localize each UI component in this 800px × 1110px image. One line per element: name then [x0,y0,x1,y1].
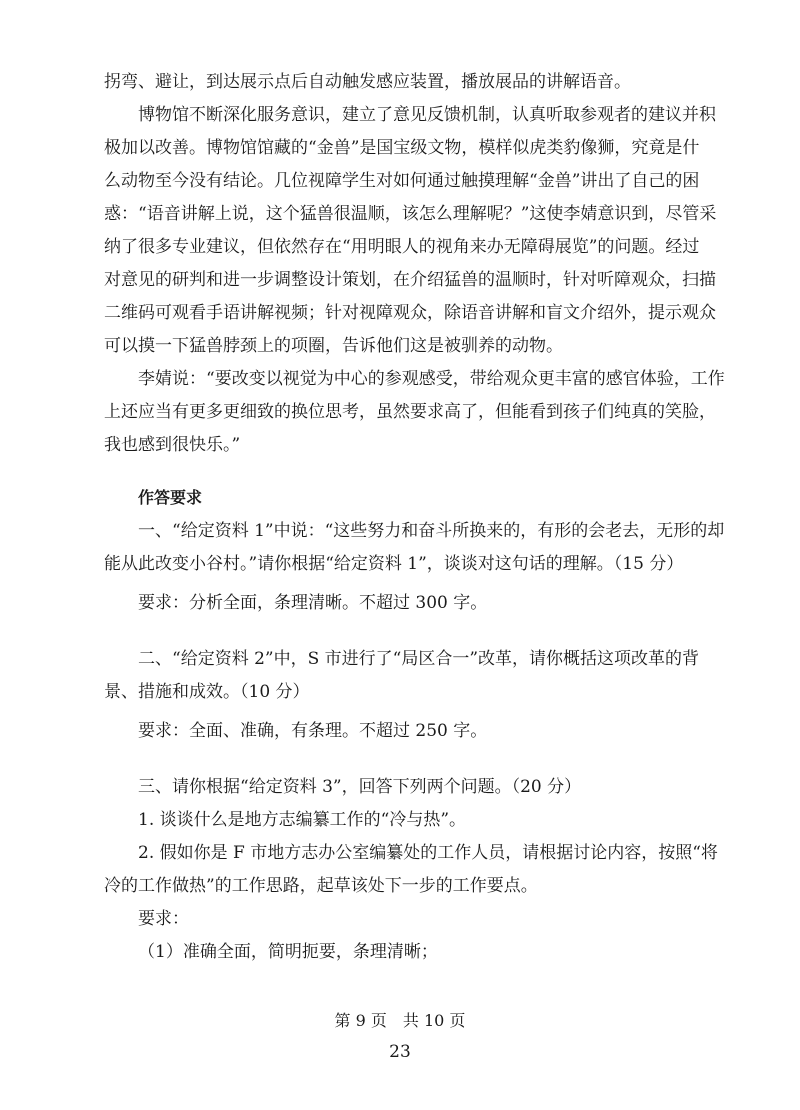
question-text: 能从此改变小谷村。”请你根据“给定资料 1”，谈谈对这句话的理解。（15 分） [104,554,684,574]
paragraph-quote [104,363,725,462]
requirement-item: （1）准确全面，简明扼要，条理清晰； [138,942,438,962]
paragraph-continuation [104,66,696,99]
page-number: 23 [389,1042,411,1062]
paragraph-museum-feedback [104,99,717,363]
section-heading: 作答要求 [138,488,203,507]
question-2 [104,643,700,748]
question-text: 二、“给定资料 2”中，S 市进行了“局区合一”改革，请你概括这项改革的背 [138,649,700,669]
question-1 [104,515,725,620]
question-3 [104,771,718,969]
question-requirement: 要求：分析全面，条理清晰。不超过 300 字。 [138,593,488,613]
text-line: 上还应当有更多更细致的换位思考，虽然要求高了，但能看到孩子们纯真的笑脸， [104,402,716,422]
page-indicator: 第 9 页 共 10 页 [334,1011,466,1030]
text-line: 对意见的研判和进一步调整设计策划，在介绍猛兽的温顺时，针对听障观众，扫描 [104,270,716,290]
text-line: 博物馆不断深化服务意识，建立了意见反馈机制，认真听取参观者的建议并积 [138,105,716,125]
question-text: 一、“给定资料 1”中说：“这些努力和奋斗所换来的，有形的会老去，无形的却 [138,521,725,541]
requirement-label: 要求： [138,909,189,929]
sub-question: 2. 假如你是 F 市地方志办公室编纂处的工作人员，请根据讨论内容，按照“将 [138,843,718,863]
text-line: 么动物至今没有结论。几位视障学生对如何通过触摸理解“金兽”讲出了自己的困 [104,171,700,191]
text-line: 我也感到很快乐。” [104,435,241,455]
text-line: 二维码可观看手语讲解视频；针对视障观众，除语音讲解和盲文介绍外，提示观众 [104,303,716,323]
question-requirement: 要求：全面、准确，有条理。不超过 250 字。 [138,721,488,741]
text-line: 极加以改善。博物馆馆藏的“金兽”是国宝级文物，模样似虎类豹像狮，究竟是什 [104,138,700,158]
question-text: 景、措施和成效。（10 分） [104,682,310,702]
text-line: 拐弯、避让，到达展示点后自动触发感应装置，播放展品的讲解语音。 [104,72,631,92]
sub-question: 1. 谈谈什么是地方志编纂工作的“冷与热”。 [138,810,467,830]
sub-question: 冷的工作做热”的工作思路，起草该处下一步的工作要点。 [104,876,538,896]
text-line: 李婧说：“要改变以视觉为中心的参观感受，带给观众更丰富的感官体验，工作 [138,369,725,389]
text-line: 纳了很多专业建议，但依然存在“用明眼人的视角来办无障碍展览”的问题。经过 [104,237,700,257]
text-line: 惑：“语音讲解上说，这个猛兽很温顺，该怎么理解呢？”这使李婧意识到，尽管采 [104,204,717,224]
text-line: 可以摸一下猛兽脖颈上的项圈，告诉他们这是被驯养的动物。 [104,336,563,356]
document-body [104,66,725,969]
question-text: 三、请你根据“给定资料 3”，回答下列两个问题。（20 分） [138,777,582,797]
